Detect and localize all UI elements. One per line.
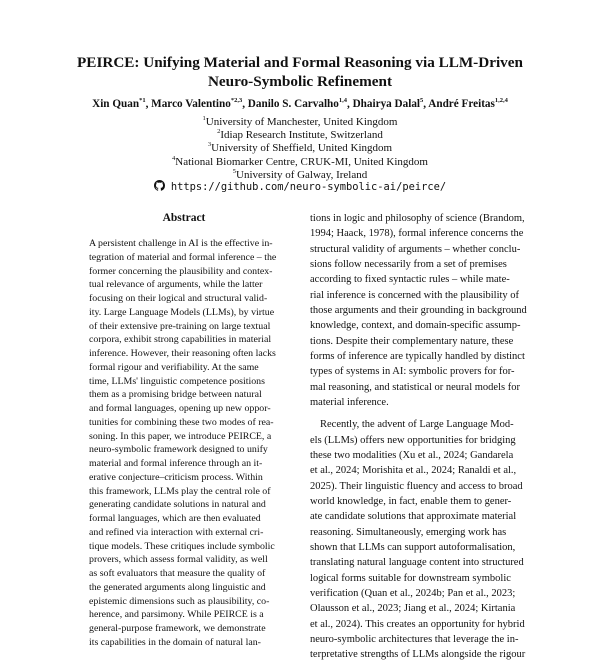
text-line: 1994; Haack, 1978), formal inference concerns the	[310, 228, 524, 240]
author-name: Danilo S. Carvalho	[247, 98, 339, 110]
text-line: generating candidate solutions in natural and	[89, 499, 266, 511]
text-line: material and formal inference through an it-	[89, 458, 263, 469]
author-affil-marker: 5	[420, 97, 424, 104]
text-line: terpretative strengths of LLMs alongside the rigour	[310, 649, 526, 661]
text-line: world knowledge, in fact, enable them to gener-	[310, 495, 512, 507]
github-icon	[154, 180, 165, 191]
text-line: provers, which assess formal validity, as well	[89, 554, 268, 566]
text-line: forms of inference are typically handled by distinct	[310, 350, 525, 362]
text-line: verification (Quan et al., 2024b; Pan et al., 2023;	[310, 587, 516, 599]
abstract-body	[89, 237, 279, 650]
text-line: them as a promising bridge between natural	[89, 389, 262, 401]
body-column-right	[310, 211, 534, 663]
text-line: focusing on their logical and structural valid-	[89, 293, 268, 304]
author-name: André Freitas	[428, 98, 495, 110]
text-line: material inference.	[310, 396, 389, 408]
author-name: Xin Quan	[92, 98, 140, 110]
text-line: former concerning the plausibility and contex-	[89, 265, 273, 277]
text-line: its capabilities in the domain of natural lan-	[89, 636, 261, 648]
text-line: tions. Despite their complementary nature, these	[310, 335, 514, 347]
text-line: Olausson et al., 2023; Jiang et al., 2024; Kirtania	[310, 603, 516, 615]
text-line: types of systems in AI: symbolic provers for for-	[310, 366, 515, 378]
text-line: tegration of material and formal inference – the	[89, 251, 277, 263]
text-line: according to fixed syntactic rules – while mate-	[310, 274, 510, 286]
text-line: tual relevance of arguments, while the latter	[89, 279, 263, 291]
text-line: corpora, exhibit strong capabilities in material	[89, 334, 272, 346]
author-separator: ,	[242, 98, 248, 110]
text-line: tique models. These critiques include symbolic	[89, 540, 275, 552]
text-line: sions follow necessarily from a set of premises	[310, 258, 507, 270]
text-line: soning. In this paper, we introduce PEIRCE, a	[89, 430, 272, 442]
affiliation-text: National Biomarker Centre, CRUK-MI, United Kingdom	[175, 156, 428, 168]
text-line: ate candidate solutions that approximate material	[310, 511, 517, 523]
text-line: this framework, LLMs play the central role of	[89, 485, 271, 497]
paper-title	[0, 53, 600, 91]
title-line: Neuro-Symbolic Refinement	[207, 73, 393, 90]
affiliation-text: University of Sheffield, United Kingdom	[211, 142, 393, 154]
text-line: structural validity of arguments – whether conclu-	[310, 243, 521, 255]
repo-url[interactable]: https://github.com/neuro-symbolic-ai/peirce/	[170, 181, 447, 193]
text-line: neuro-symbolic architectures that leverage the in-	[310, 633, 519, 645]
text-line: els (LLMs) offers new opportunities for bridging	[310, 434, 516, 446]
text-line: of their extensive pre-training on large textual	[89, 320, 271, 332]
affiliation-number: 4	[172, 155, 176, 162]
text-line: et al., 2024; Morishita et al., 2024; Ranaldi et al.,	[310, 465, 517, 477]
text-line: formal languages, which are then evaluated	[89, 513, 261, 524]
text-line: ity. Large Language Models (LLMs), by virtue	[89, 306, 275, 318]
author-affil-marker: 1,4	[338, 97, 347, 104]
author-name: Dhairya Dalal	[352, 98, 421, 110]
text-line: neuro-symbolic framework designed to unify	[89, 444, 268, 456]
text-line: inference. However, their reasoning often lacks	[89, 348, 276, 359]
text-line: Recently, the advent of Large Language Mod-	[320, 419, 514, 431]
text-line: 2025). Their linguistic fluency and access to broad	[310, 480, 523, 492]
repo-link-row	[0, 180, 600, 193]
text-line: logical forms suitable for downstream symbolic	[310, 572, 511, 584]
author-separator: ,	[423, 98, 429, 110]
text-line: A persistent challenge in AI is the effective in-	[89, 238, 273, 249]
text-line: those arguments and their grounding in background	[310, 304, 527, 316]
text-line: and formal languages, opening up new oppor-	[89, 403, 271, 414]
title-line: PEIRCE: Unifying Material and Formal Reasoning via LLM-Driven	[77, 54, 523, 71]
text-line: mal reasoning, and statistical or neural models for	[310, 381, 520, 393]
text-line: reasoning. Simultaneously, emerging work has	[310, 526, 507, 538]
text-line: rial inference is concerned with the plausibility of	[310, 289, 520, 301]
text-line: and refined via interaction with external cri-	[89, 526, 264, 538]
abstract-heading: Abstract	[162, 212, 206, 224]
affiliation-number: 5	[232, 168, 236, 175]
text-line: knowledge, context, and domain-specific assump-	[310, 320, 521, 332]
text-line: formal rigour and verifiability. At the same	[89, 361, 259, 373]
author-affil-marker: 1,2,4	[494, 97, 508, 104]
author-separator: ,	[145, 98, 152, 110]
text-line: erative conjecture–criticism process. Within	[89, 471, 263, 483]
author-list	[0, 97, 600, 110]
author-affil-marker: *2,3	[230, 97, 243, 104]
text-line: tunities for combining these two modes of rea-	[89, 416, 274, 428]
text-line: these two modalities (Xu et al., 2024; Gandarela	[310, 449, 514, 461]
affiliation-number: 1	[202, 115, 206, 122]
paragraph-gap	[310, 410, 534, 417]
text-line: et al., 2024). This creates an opportunity for hybrid	[310, 618, 525, 630]
text-line: time, LLMs' linguistic competence positions	[89, 375, 265, 387]
affiliation-text: University of Manchester, United Kingdom	[205, 116, 398, 128]
author-separator: ,	[347, 98, 353, 110]
text-line: general-purpose framework, we demonstrate	[89, 623, 266, 634]
author-affil-marker: *1	[139, 97, 146, 104]
author-name: Marco Valentino	[151, 98, 231, 110]
text-line: shown that LLMs can support autoformalisation,	[310, 541, 516, 553]
text-line: herence, and parsimony. While PEIRCE is a	[89, 609, 264, 621]
text-line: as soft evaluators that measure the quality of	[89, 568, 266, 579]
affiliation-text: University of Galway, Ireland	[236, 169, 368, 181]
text-line: translating natural language content into structured	[310, 557, 524, 569]
text-line: epistemic dimensions such as plausibility, co-	[89, 595, 270, 607]
text-line: tions in logic and philosophy of science (Brandom,	[310, 213, 525, 224]
text-line: the generated arguments along linguistic and	[89, 581, 266, 593]
affiliation-text: Idiap Research Institute, Switzerland	[220, 129, 383, 141]
affiliation-number: 2	[217, 128, 221, 135]
affiliation-number: 3	[207, 141, 212, 148]
